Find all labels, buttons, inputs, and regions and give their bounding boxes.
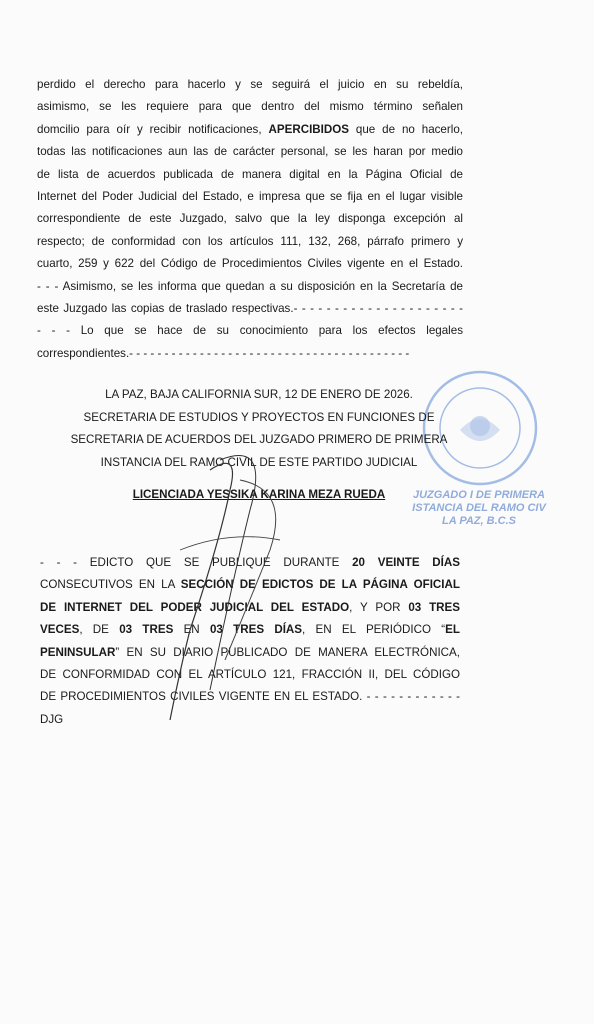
bold-text: 20 VEINTE DÍAS [352,556,460,569]
body-line: perdido el derecho para hacerlo y se seguirá el juicio en su rebeldía, [37,78,463,91]
body-line: todas las notificaciones aun las de carácter personal, se les haran por medio [37,145,463,159]
signatory-name: LICENCIADA YESSIKA KARINA MEZA RUEDA [132,488,386,501]
body-line: de lista de acuerdos publicada de manera digital en la Página Oficial de [37,167,463,181]
edict-line: DJG [40,712,64,726]
body-paragraph [37,74,463,365]
body-line: domcilio para oír y recibir notificaciones, APERCIBIDOS que de no hacerlo, [37,122,463,136]
body-line: asimismo, se les requiere para que dentro del mismo término señalen [37,100,463,114]
court-stamp [404,489,554,528]
place-date: LA PAZ, BAJA CALIFORNIA SUR, 12 DE ENERO DE 2026. [105,388,413,401]
stamp-line-2: ISTANCIA DEL RAMO CIV [412,502,546,514]
edict-line: DE PROCEDIMIENTOS CIVILES VIGENTE EN EL ESTADO. - - - - - - - - - - - - [40,690,460,704]
stamp-line-1: JUZGADO I DE PRIMERA [412,489,545,501]
edict-line: PENINSULAR” EN SU DIARIO PUBLICADO DE MANERA ELECTRÓNICA, [40,645,460,659]
edict-line: DE INTERNET DEL PODER JUDICIAL DEL ESTADO, Y POR 03 TRES [40,600,460,614]
body-line: respecto; de conformidad con los artículos 111, 132, 268, párrafo primero y [37,234,463,248]
signatory-title-2: SECRETARIA DE ACUERDOS DEL JUZGADO PRIMERO DE PRIMERA [70,433,448,446]
edict-line: DE CONFORMIDAD CON EL ARTÍCULO 121, FRACCIÓN II, DEL CÓDIGO [40,667,460,681]
body-line: este Juzgado las copias de traslado respectivas.- - - - - - - - - - - - - - - - - - - - - [37,301,463,315]
body-line: correspondientes.- - - - - - - - - - - - - - - - - - - - - - - - - - - - - - - - - - - - - - - - [37,346,410,360]
bold-text: SECCIÓN DE EDICTOS DE LA PÁGINA OFICIAL [180,578,460,592]
signature-block [40,384,478,474]
signatory-title-1: SECRETARIA DE ESTUDIOS Y PROYECTOS EN FUNCIONES DE [83,410,435,424]
stamp-line-3: LA PAZ, B.C.S [442,515,516,527]
edict-line: - - - EDICTO QUE SE PUBLIQUE DURANTE 20 VEINTE DÍAS [40,556,460,569]
edict-paragraph [40,552,460,731]
body-line: - - - Lo que se hace de su conocimiento para los efectos legales [37,324,463,338]
bold-text: APERCIBIDOS [268,122,350,136]
bold-text: VECES [40,623,80,637]
bold-text: DE INTERNET DEL PODER JUDICIAL DEL ESTADO [40,600,350,614]
bold-text: 03 TRES [119,623,174,637]
edict-line: VECES, DE 03 TRES EN 03 TRES DÍAS, EN EL PERIÓDICO “EL [40,623,460,637]
body-line: correspondiente de este Juzgado, salvo que la ley disponga excepción al [37,212,463,226]
bold-text: EL [445,623,460,637]
bold-text: PENINSULAR [40,645,116,659]
body-line: Internet del Poder Judicial del Estado, e impresa que se fija en el lugar visible [37,189,463,203]
edict-line: CONSECUTIVOS EN LA SECCIÓN DE EDICTOS DE LA PÁGINA OFICIAL [40,578,460,592]
signatory-title-3: INSTANCIA DEL RAMO CIVIL DE ESTE PARTIDO JUDICIAL [100,455,418,469]
body-line: - - - Asimismo, se les informa que quedan a su disposición en la Secretaría de [37,279,463,293]
bold-text: 03 TRES DÍAS [209,623,303,637]
bold-text: 03 TRES [408,600,460,614]
body-line: cuarto, 259 y 622 del Código de Procedimientos Civiles vigente en el Estado. [37,257,463,271]
